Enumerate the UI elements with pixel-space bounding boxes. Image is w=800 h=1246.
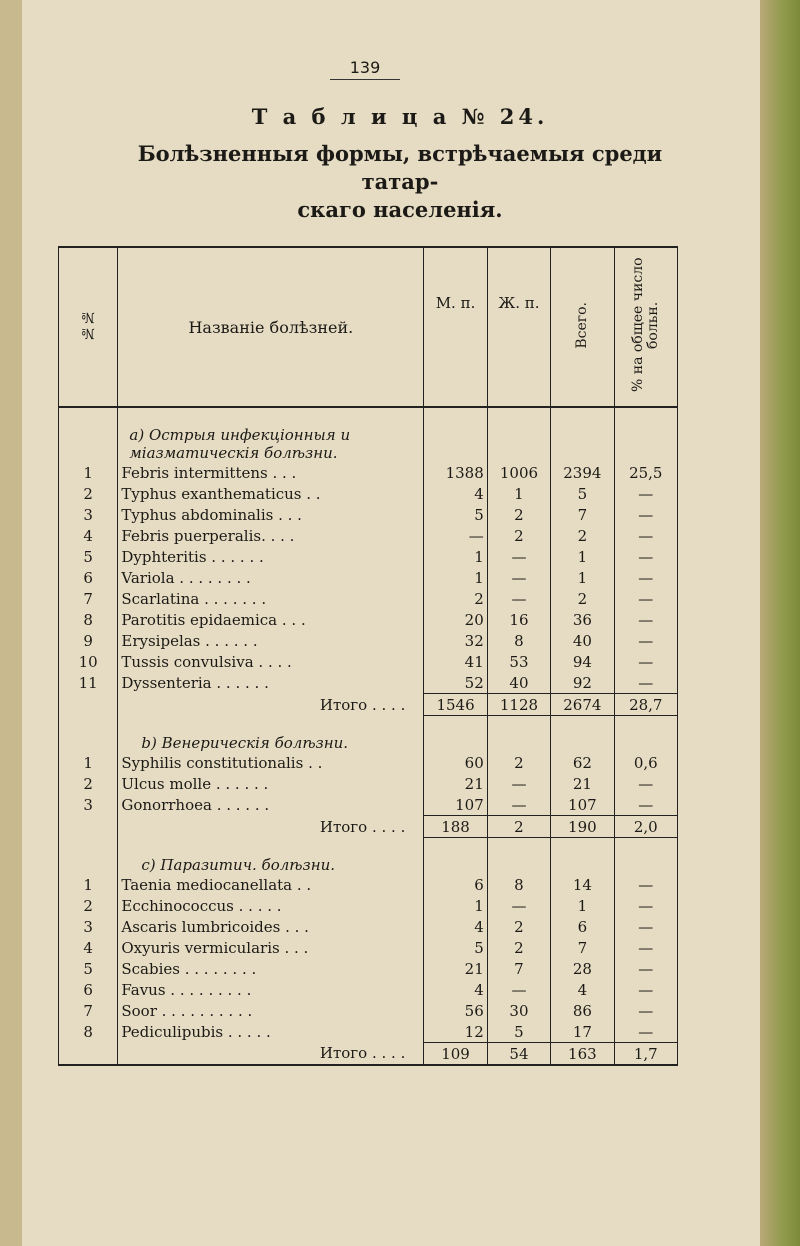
male-count: 5 (424, 504, 487, 525)
total-female: 1128 (487, 694, 550, 716)
total-female: 2 (487, 816, 550, 838)
section-heading (118, 407, 424, 462)
table-row (59, 895, 678, 916)
female-count: 2 (487, 752, 550, 773)
col-num-header: №№ (59, 247, 118, 407)
row-number: 3 (59, 794, 118, 816)
row-number: 3 (59, 916, 118, 937)
female-count: 30 (487, 1000, 550, 1021)
disease-name: Oxyuris vermicularis . . . (118, 937, 424, 958)
disease-name: Dyssenteria . . . . . . (118, 672, 424, 694)
empty-cell (59, 816, 118, 838)
total-count: 94 (551, 651, 614, 672)
empty-cell (551, 407, 614, 462)
percent-value: — (614, 895, 677, 916)
table-row (59, 874, 678, 895)
table-subtitle (100, 140, 700, 224)
percent-value: — (614, 979, 677, 1000)
table-row (59, 504, 678, 525)
empty-cell (487, 407, 550, 462)
subtitle-line-2: скаго населенія. (297, 197, 503, 222)
empty-cell (59, 694, 118, 716)
total-female: 54 (487, 1043, 550, 1066)
total-count: 6 (551, 916, 614, 937)
total-count: 1 (551, 546, 614, 567)
disease-name: Typhus exanthematicus . . (118, 483, 424, 504)
male-count: — (424, 525, 487, 546)
male-count: 2 (424, 588, 487, 609)
section-heading-line-2: міазматическія болѣзни. (129, 444, 338, 462)
disease-name: Ecchinococcus . . . . . (118, 895, 424, 916)
table-row (59, 546, 678, 567)
male-count: 21 (424, 958, 487, 979)
total-all: 163 (551, 1043, 614, 1066)
empty-cell (424, 838, 487, 875)
male-count: 1388 (424, 462, 487, 483)
total-count: 36 (551, 609, 614, 630)
percent-value: — (614, 504, 677, 525)
section-heading-line-2: b) Венерическія болѣзни. (141, 734, 349, 752)
total-count: 7 (551, 937, 614, 958)
section-heading-row (59, 407, 678, 462)
male-count: 12 (424, 1021, 487, 1043)
section-total-row (59, 816, 678, 838)
percent-value: — (614, 546, 677, 567)
total-count: 21 (551, 773, 614, 794)
col-pct-header: % на общее число больн. (614, 247, 677, 407)
total-male: 109 (424, 1043, 487, 1066)
page-number: 139 (330, 58, 400, 80)
female-count: 2 (487, 504, 550, 525)
total-count: 14 (551, 874, 614, 895)
male-count: 107 (424, 794, 487, 816)
disease-name: Taenia mediocanellata . . (118, 874, 424, 895)
female-count: 1 (487, 483, 550, 504)
total-all: 2674 (551, 694, 614, 716)
total-count: 17 (551, 1021, 614, 1043)
total-count: 62 (551, 752, 614, 773)
percent-value: — (614, 651, 677, 672)
disease-name: Soor . . . . . . . . . . (118, 1000, 424, 1021)
female-count: — (487, 794, 550, 816)
male-count: 56 (424, 1000, 487, 1021)
table-row (59, 937, 678, 958)
total-count: 1 (551, 895, 614, 916)
empty-cell (614, 407, 677, 462)
empty-cell (59, 838, 118, 875)
empty-cell (59, 1043, 118, 1066)
row-number: 4 (59, 937, 118, 958)
disease-name: Febris intermittens . . . (118, 462, 424, 483)
table-row (59, 567, 678, 588)
percent-value: — (614, 567, 677, 588)
table-body (59, 407, 678, 1065)
total-count: 2394 (551, 462, 614, 483)
empty-cell (614, 838, 677, 875)
row-number: 5 (59, 546, 118, 567)
percent-value: — (614, 1000, 677, 1021)
percent-value: — (614, 874, 677, 895)
disease-name: Febris puerperalis. . . . (118, 525, 424, 546)
female-count: 2 (487, 525, 550, 546)
female-count: 2 (487, 916, 550, 937)
row-number: 9 (59, 630, 118, 651)
section-heading (118, 716, 424, 753)
total-percent: 2,0 (614, 816, 677, 838)
empty-cell (551, 716, 614, 753)
total-label: Итого . . . . (118, 694, 424, 716)
empty-cell (59, 716, 118, 753)
empty-cell (424, 716, 487, 753)
female-count: — (487, 979, 550, 1000)
section-heading (118, 838, 424, 875)
percent-value: — (614, 630, 677, 651)
female-count: — (487, 567, 550, 588)
total-percent: 28,7 (614, 694, 677, 716)
disease-name: Variola . . . . . . . . (118, 567, 424, 588)
row-number: 2 (59, 773, 118, 794)
female-count: 8 (487, 874, 550, 895)
section-total-row (59, 1043, 678, 1066)
total-label: Итого . . . . (118, 1043, 424, 1066)
total-count: 7 (551, 504, 614, 525)
table-row (59, 916, 678, 937)
row-number: 7 (59, 588, 118, 609)
total-label: Итого . . . . (118, 816, 424, 838)
section-heading-row (59, 838, 678, 875)
percent-value: — (614, 525, 677, 546)
total-count: 2 (551, 588, 614, 609)
disease-name: Gonorrhoea . . . . . . (118, 794, 424, 816)
row-number: 1 (59, 462, 118, 483)
disease-name: Parotitis epidaemica . . . (118, 609, 424, 630)
male-count: 52 (424, 672, 487, 694)
total-count: 4 (551, 979, 614, 1000)
table-title: Т а б л и ц а № 24. (251, 104, 549, 129)
row-number: 10 (59, 651, 118, 672)
section-heading-line-2: c) Паразитич. болѣзни. (141, 856, 336, 874)
percent-value: — (614, 937, 677, 958)
male-count: 20 (424, 609, 487, 630)
male-count: 41 (424, 651, 487, 672)
disease-name: Erysipelas . . . . . . (118, 630, 424, 651)
female-count: 8 (487, 630, 550, 651)
row-number: 2 (59, 895, 118, 916)
col-zh-header: Ж. п. (487, 247, 550, 407)
female-count: 53 (487, 651, 550, 672)
disease-name: Ulcus molle . . . . . . (118, 773, 424, 794)
row-number: 1 (59, 752, 118, 773)
table-row (59, 588, 678, 609)
table-row (59, 630, 678, 651)
percent-value: — (614, 773, 677, 794)
female-count: 7 (487, 958, 550, 979)
table-row (59, 773, 678, 794)
female-count: — (487, 546, 550, 567)
female-count: 16 (487, 609, 550, 630)
row-number: 7 (59, 1000, 118, 1021)
col-m-header: М. п. (424, 247, 487, 407)
table-row (59, 794, 678, 816)
disease-name: Typhus abdominalis . . . (118, 504, 424, 525)
row-number: 5 (59, 958, 118, 979)
male-count: 5 (424, 937, 487, 958)
disease-name: Favus . . . . . . . . . (118, 979, 424, 1000)
table-row (59, 958, 678, 979)
row-number: 1 (59, 874, 118, 895)
total-all: 190 (551, 816, 614, 838)
female-count: — (487, 895, 550, 916)
female-count: 5 (487, 1021, 550, 1043)
total-male: 188 (424, 816, 487, 838)
row-number: 11 (59, 672, 118, 694)
total-percent: 1,7 (614, 1043, 677, 1066)
percent-value: 0,6 (614, 752, 677, 773)
female-count: 2 (487, 937, 550, 958)
total-count: 40 (551, 630, 614, 651)
empty-cell (614, 716, 677, 753)
row-number: 6 (59, 567, 118, 588)
disease-name: Ascaris lumbricoides . . . (118, 916, 424, 937)
total-count: 107 (551, 794, 614, 816)
male-count: 4 (424, 979, 487, 1000)
male-count: 21 (424, 773, 487, 794)
male-count: 60 (424, 752, 487, 773)
col-total-header: Всего. (551, 247, 614, 407)
percent-value: — (614, 794, 677, 816)
total-male: 1546 (424, 694, 487, 716)
header-row (59, 247, 678, 407)
male-count: 1 (424, 546, 487, 567)
row-number: 3 (59, 504, 118, 525)
percent-value: — (614, 483, 677, 504)
male-count: 1 (424, 567, 487, 588)
empty-cell (551, 838, 614, 875)
page-edge (760, 0, 800, 1246)
female-count: — (487, 588, 550, 609)
total-count: 86 (551, 1000, 614, 1021)
percent-value: — (614, 672, 677, 694)
percent-value: — (614, 1021, 677, 1043)
male-count: 4 (424, 483, 487, 504)
male-count: 32 (424, 630, 487, 651)
row-number: 4 (59, 525, 118, 546)
table-row (59, 752, 678, 773)
total-count: 5 (551, 483, 614, 504)
table-row (59, 483, 678, 504)
percent-value: 25,5 (614, 462, 677, 483)
female-count: 1006 (487, 462, 550, 483)
empty-cell (487, 838, 550, 875)
row-number: 8 (59, 609, 118, 630)
disease-name: Dyphteritis . . . . . . (118, 546, 424, 567)
female-count: 40 (487, 672, 550, 694)
table-row (59, 1021, 678, 1043)
male-count: 1 (424, 895, 487, 916)
disease-name: Tussis convulsiva . . . . (118, 651, 424, 672)
female-count: — (487, 773, 550, 794)
table-row (59, 651, 678, 672)
male-count: 4 (424, 916, 487, 937)
row-number: 2 (59, 483, 118, 504)
section-heading-line-1: a) Острыя инфекціонныя и (129, 426, 351, 444)
empty-cell (59, 407, 118, 462)
table-row (59, 1000, 678, 1021)
table-row (59, 979, 678, 1000)
total-count: 28 (551, 958, 614, 979)
total-count: 92 (551, 672, 614, 694)
table-row (59, 609, 678, 630)
row-number: 8 (59, 1021, 118, 1043)
male-count: 6 (424, 874, 487, 895)
table-row (59, 672, 678, 694)
col-name-header: Названіе болѣзней. (118, 247, 424, 407)
section-total-row (59, 694, 678, 716)
disease-name: Scabies . . . . . . . . (118, 958, 424, 979)
disease-name: Syphilis constitutionalis . . (118, 752, 424, 773)
percent-value: — (614, 609, 677, 630)
table-row (59, 525, 678, 546)
disease-table (58, 246, 678, 1066)
section-heading-row (59, 716, 678, 753)
subtitle-line-1: Болѣзненныя формы, встрѣчаемыя среди татар- (137, 141, 663, 194)
percent-value: — (614, 958, 677, 979)
row-number: 6 (59, 979, 118, 1000)
percent-value: — (614, 916, 677, 937)
disease-name: Pediculipubis . . . . . (118, 1021, 424, 1043)
disease-name: Scarlatina . . . . . . . (118, 588, 424, 609)
empty-cell (487, 716, 550, 753)
empty-cell (424, 407, 487, 462)
total-count: 2 (551, 525, 614, 546)
percent-value: — (614, 588, 677, 609)
table-row (59, 462, 678, 483)
total-count: 1 (551, 567, 614, 588)
